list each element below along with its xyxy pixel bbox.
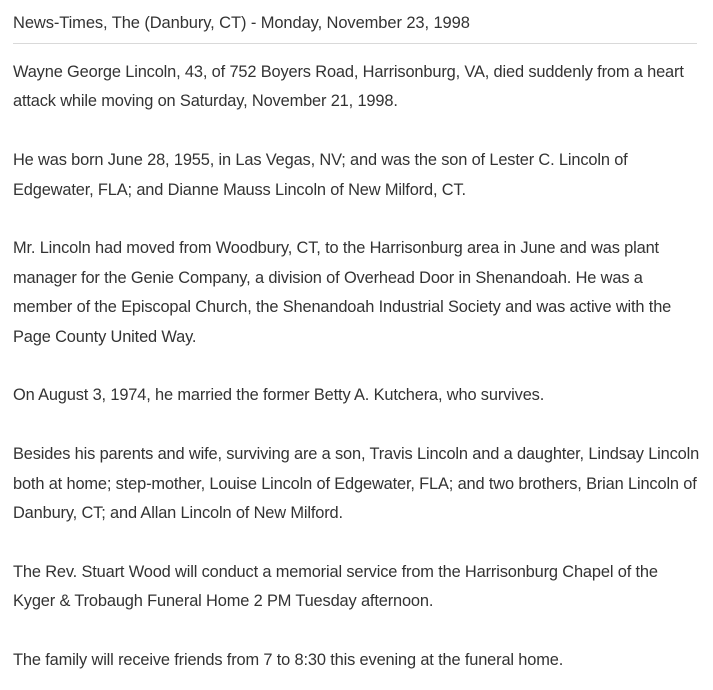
article-body xyxy=(13,44,703,675)
paragraph-service: The Rev. Stuart Wood will conduct a memorial service from the Harrisonburg Chapel of the Kyger & Trobaugh Funeral Home 2 PM Tuesday afternoon. xyxy=(13,562,658,611)
paragraph-marriage: On August 3, 1974, he married the former Betty A. Kutchera, who survives. xyxy=(13,386,545,405)
paragraph-birth: He was born June 28, 1955, in Las Vegas, NV; and was the son of Lester C. Lincoln of Edgewater, FLA; and Dianne Mauss Lincoln of New Milford, CT. xyxy=(13,151,628,199)
paragraph-visitation: The family will receive friends from 7 to 8:30 this evening at the funeral home. xyxy=(13,651,564,670)
paragraph-death-notice: Wayne George Lincoln, 43, of 752 Boyers Road, Harrisonburg, VA, died suddenly from a heart attack while moving on Saturday, November 21, 1998. xyxy=(13,63,684,111)
paragraph-survivors: Besides his parents and wife, surviving are a son, Travis Lincoln and a daughter, Lindsay Lincoln both at home; step-mother, Louise Lincoln of Edgewater, FLA; and two brothers, Brian Lincoln of Danbury, CT; and Allan Lincoln of New Milford. xyxy=(13,445,700,523)
source-header: News-Times, The (Danbury, CT) - Monday, November 23, 1998 xyxy=(13,0,697,44)
paragraph-career: Mr. Lincoln had moved from Woodbury, CT, to the Harrisonburg area in June and was plant manager for the Genie Company, a division of Overhead Door in Shenandoah. He was a member of the Episcopal Church, the Shenandoah Industrial Society and was active with the Page County United Way. xyxy=(13,239,672,346)
